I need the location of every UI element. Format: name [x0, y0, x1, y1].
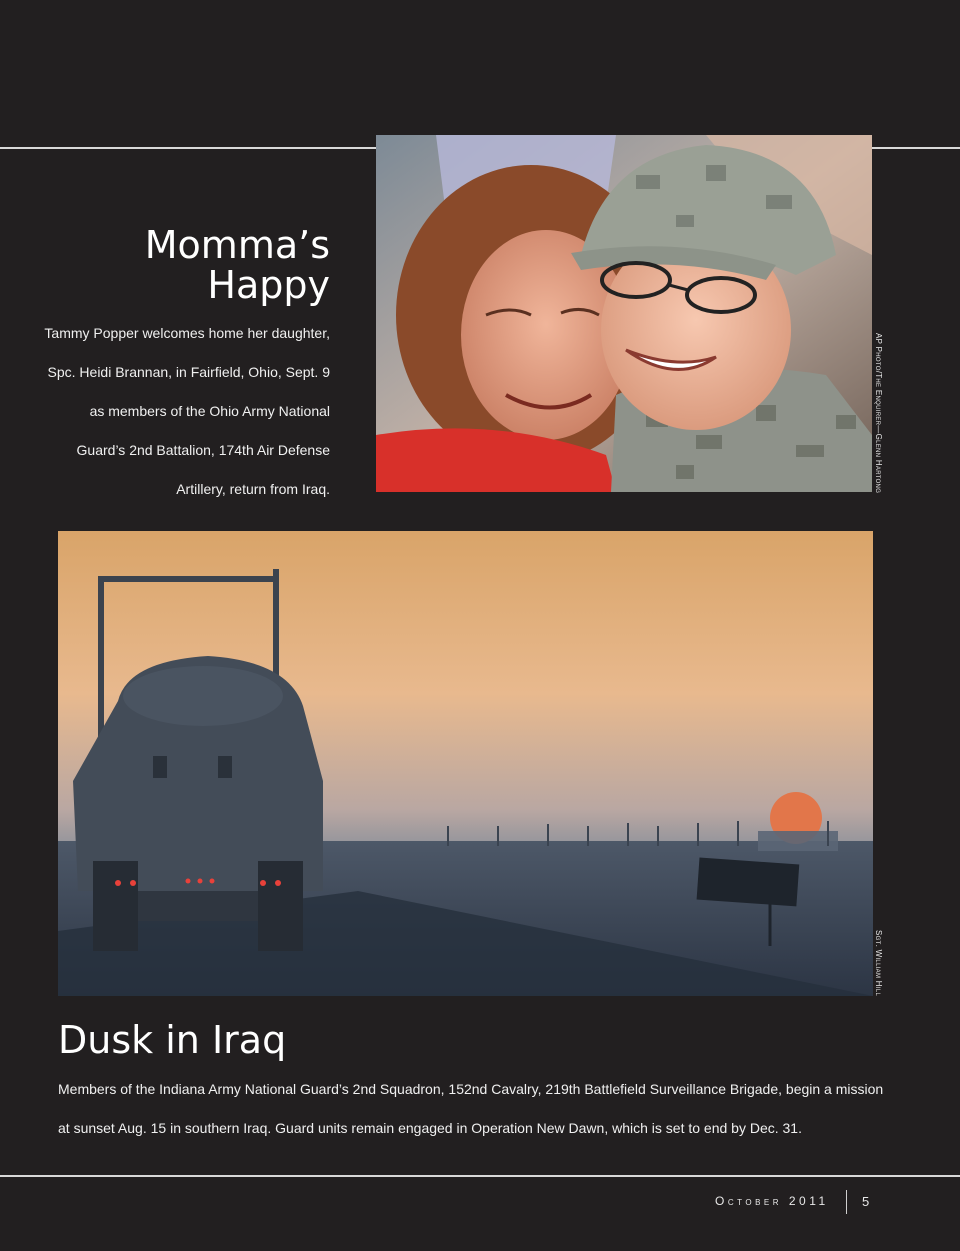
- page-number: 5: [862, 1194, 870, 1209]
- dusk-convoy-photo: [58, 531, 873, 996]
- reunion-photo: [376, 135, 872, 492]
- title-line-2: Happy: [207, 263, 330, 307]
- caption-reunion: Tammy Popper welcomes home her daughter, Spc. Heidi Brannan, in Fairfield, Ohio, Sept. 9 as members of the Ohio Army National Guard’s 2nd Battalion, 174th Air Defense Artillery, return from Iraq.: [44, 325, 330, 497]
- title-line-1: Momma’s: [144, 223, 330, 267]
- feature-title-mommas-happy: [145, 225, 330, 305]
- photo-credit-reunion: AP Photo/The Enquirer—Glenn Hartong: [874, 333, 883, 494]
- feature-title-dusk-in-iraq: Dusk in Iraq: [58, 1018, 287, 1062]
- bottom-rule: [0, 1175, 960, 1177]
- photo-credit-dusk: Sgt. William Hill: [874, 930, 883, 997]
- footer-separator: [846, 1190, 847, 1214]
- caption-dusk: Members of the Indiana Army National Guard’s 2nd Squadron, 152nd Cavalry, 219th Battlefield Surveillance Brigade, begin a mission at sunset Aug. 15 in southern Iraq. Guard units remain engaged in Operation New Dawn, which is set to end by Dec. 31.: [58, 1081, 884, 1136]
- issue-date: October 2011: [715, 1194, 829, 1208]
